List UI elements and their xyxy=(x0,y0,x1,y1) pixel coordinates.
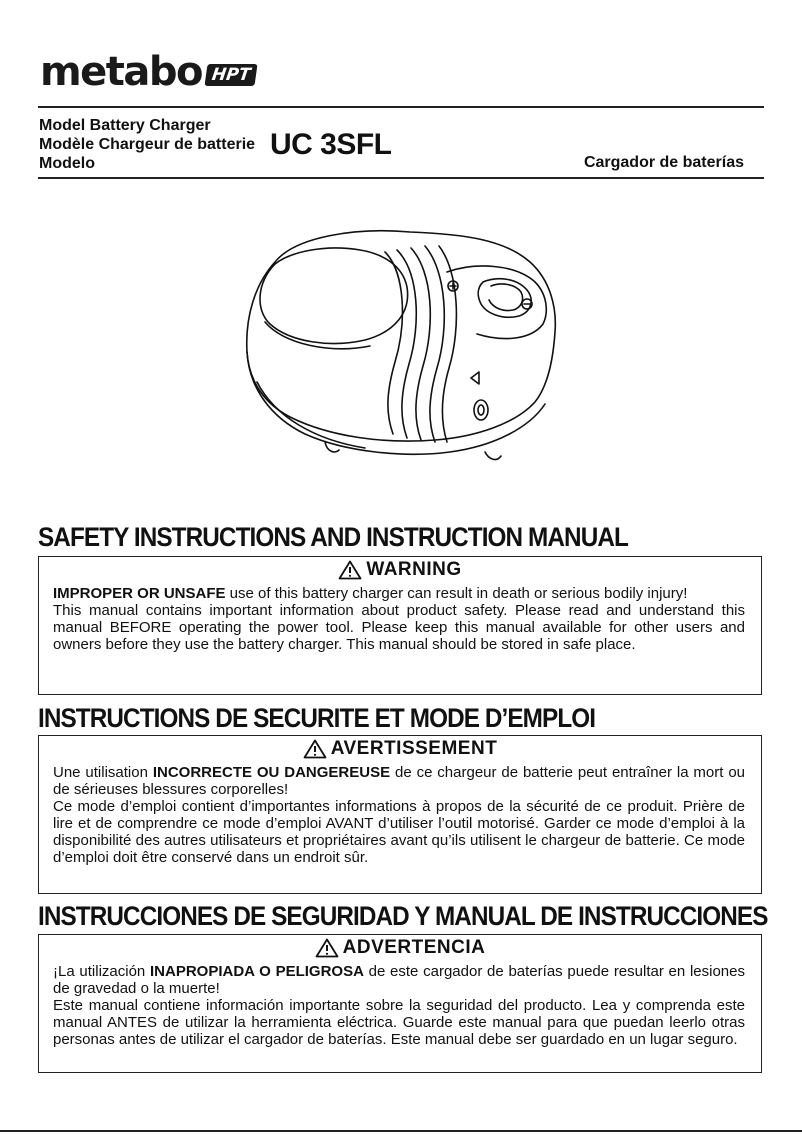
warning-lead-rest-english: use of this battery charger can result in death or serious bodily injury! xyxy=(225,585,688,602)
warning-lead-bold-spanish: INAPROPIADA O PELIGROSA xyxy=(150,963,364,980)
heading-english: SAFETY INSTRUCTIONS AND INSTRUCTION MANUAL xyxy=(38,522,628,552)
battery-charger-illustration xyxy=(235,212,570,482)
warning-title-french xyxy=(39,738,761,760)
brand-logo xyxy=(40,49,256,95)
warning-lead-rest-french: de ce chargeur de batterie peut entraîner la mort ou de sérieuses blessures corporelles! xyxy=(53,764,746,798)
warning-triangle-icon xyxy=(315,938,339,958)
warning-lead-pre-spanish: ¡La utilización xyxy=(53,963,150,980)
spanish-product-title: Cargador de baterías xyxy=(583,154,744,171)
warning-text-english: This manual contains important information about product safety. Please read and understand this manual BEFORE operating the power tool. Please keep this manual available for other users and owners before they use the battery charger. This manual should be stored in safe place. xyxy=(53,602,745,653)
warning-label-spanish: ADVERTENCIA xyxy=(342,937,486,958)
warning-box-french xyxy=(38,735,762,894)
warning-triangle-icon xyxy=(338,560,362,580)
page-bottom-rule xyxy=(0,1130,802,1132)
warning-label-english: WARNING xyxy=(366,559,462,580)
model-number: UC 3SFL xyxy=(270,128,392,161)
warning-box-spanish xyxy=(38,934,762,1073)
warning-title-spanish xyxy=(39,937,761,959)
warning-lead-english xyxy=(53,585,745,602)
warning-lead-bold-english: IMPROPER OR UNSAFE xyxy=(53,585,226,602)
warning-body-english xyxy=(39,581,761,655)
heading-french: INSTRUCTIONS DE SECURITE ET MODE D’EMPLOI xyxy=(38,703,596,733)
warning-text-french: Ce mode d’emploi contient d’importantes informations à propos de la sécurité de ce produit. Prière de lire et de comprendre ce mode d’emploi AVANT d’utiliser l’outil motorisé. Garder ce mode d’emploi à la disponibilité des autres utilisateurs et propriétaires avant qu’ils utilisent le chargeur de batterie. Ce mode d’emploi doit être conservé dans un endroit sûr. xyxy=(53,798,745,866)
warning-label-french: AVERTISSEMENT xyxy=(330,738,498,759)
warning-box-english xyxy=(38,556,762,695)
header-bottom-rule xyxy=(38,177,764,179)
warning-text-spanish: Este manual contiene información importante sobre la seguridad del producto. Lea y comprenda este manual ANTES de utilizar la herramienta eléctrica. Guarde este manual para que puedan leerlo otras personas antes de utilizar el cargador de baterías. Este manual debe ser guardado en un lugar seguro. xyxy=(53,997,745,1048)
model-label-en: Model Battery Charger xyxy=(39,117,211,134)
brand-badge: HPT xyxy=(205,64,258,86)
model-label-es: Modelo xyxy=(39,155,95,172)
warning-lead-rest-spanish: de este cargador de baterías puede resultar en lesiones de gravedad o la muerte! xyxy=(53,963,745,997)
model-label-fr: Modèle Chargeur de batterie xyxy=(39,136,256,153)
warning-lead-bold-french: INCORRECTE OU DANGEREUSE xyxy=(152,764,391,781)
warning-title-english xyxy=(39,559,761,581)
warning-triangle-icon xyxy=(303,739,327,759)
warning-lead-pre-french: Une utilisation xyxy=(53,764,153,781)
model-labels xyxy=(39,116,255,173)
warning-body-french xyxy=(39,760,761,868)
warning-lead-french xyxy=(53,764,745,798)
warning-lead-spanish xyxy=(53,963,745,997)
header-top-rule xyxy=(38,106,764,108)
heading-spanish: INSTRUCCIONES DE SEGURIDAD Y MANUAL DE INSTRUCCIONES xyxy=(38,901,768,931)
warning-body-spanish xyxy=(39,959,761,1050)
brand-wordmark: metabo xyxy=(40,49,203,95)
